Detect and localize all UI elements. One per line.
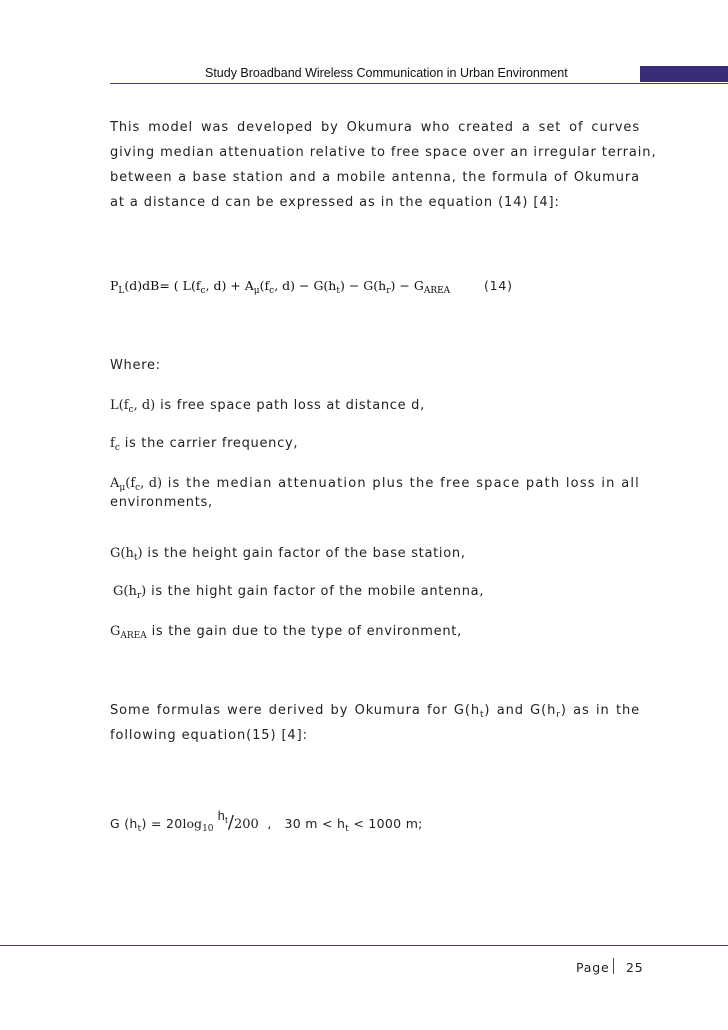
page-label: Page (576, 960, 610, 975)
equation-14: $P_L(d)dB=$ ( $L(f_c$, $d) + A_\mu(f_c$, $d) - G(h_t) - G(h_r) - G_{AREA}$ (110, 278, 451, 296)
page-number: 25 (626, 960, 644, 975)
intro-line: at a distance d can be expressed as in the equation (14) [4]: (110, 195, 560, 210)
definition-item: $f_c$ is the carrier frequency, (110, 436, 299, 453)
intro-paragraph (110, 115, 657, 215)
page-separator (613, 958, 614, 974)
intro-line: giving median attenuation relative to free space over an irregular terrain, (110, 145, 657, 160)
header-rule (110, 83, 728, 84)
where-label: Where: (110, 358, 161, 373)
definition-item: $G(h_r)$ is the hight gain factor of the mobile antenna, (113, 584, 485, 601)
footer-rule (0, 945, 728, 946)
intro-line: between a base station and a mobile antenna, the formula of Okumura (110, 170, 640, 185)
definition-item: $L(f_c$, d) is free space path loss at distance d, (110, 398, 425, 415)
definition-item: $G_{AREA}$ is the gain due to the type of environment, (110, 624, 462, 641)
equation-number-14: (14) (484, 278, 513, 293)
equation-15: G $(h_t) = 20\log_{10}$ $h_t/200$ , 30 $m < h_t < 1000$ m; (110, 809, 423, 834)
definition-item: $G(h_t)$ is the height gain factor of the base station, (110, 546, 466, 563)
running-header: Study Broadband Wireless Communication in Urban Environment (205, 66, 568, 80)
formulas-paragraph: Some formulas were derived by Okumura for $G(h_t)$ and $G(h_r)$ as in the following equation(15) [4]: (110, 703, 640, 743)
definition-item: $A_\mu(f_c$, d) is the median attenuation plus the free space path loss in all environments, (110, 476, 640, 510)
intro-line: This model was developed by Okumura who created a set of curves (110, 120, 640, 135)
header-accent-bar (640, 66, 728, 82)
